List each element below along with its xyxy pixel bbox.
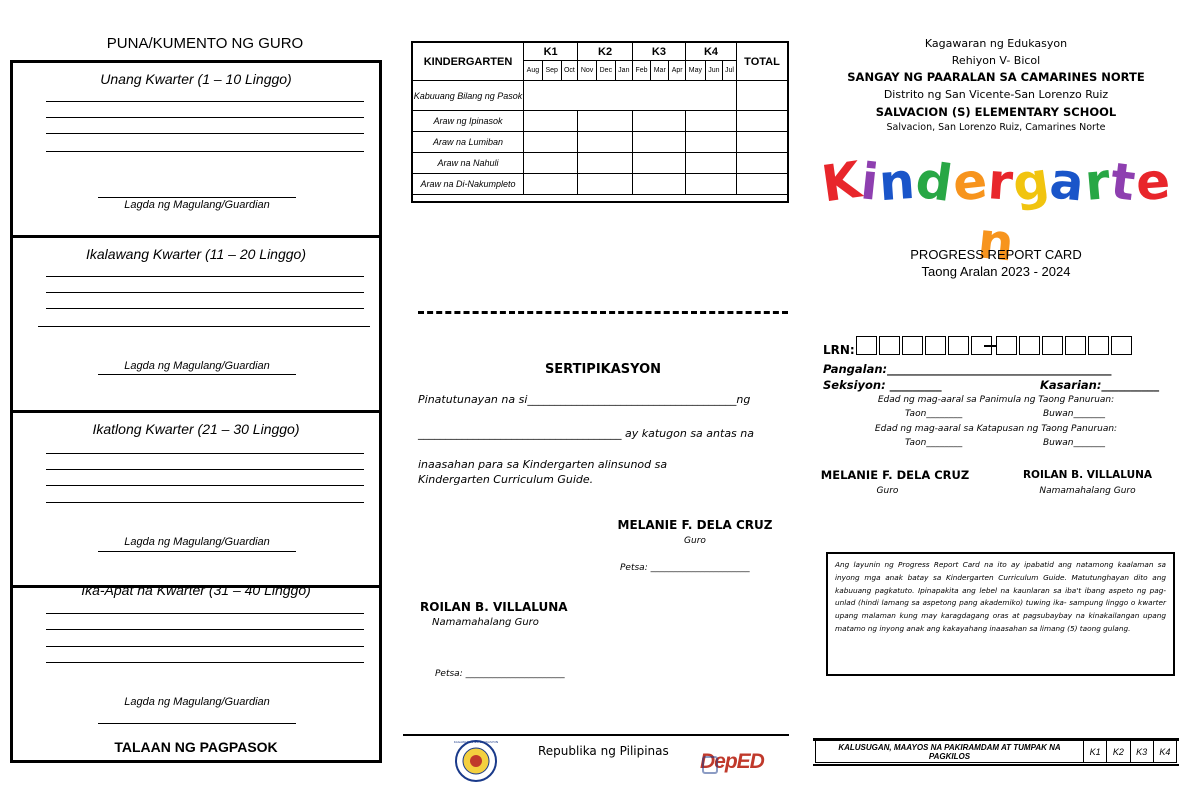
parent-signature-label-4: Lagda ng Magulang/Guardian bbox=[124, 696, 270, 708]
month-col: Oct bbox=[561, 61, 578, 81]
quarter-col-k3: K3 bbox=[632, 43, 685, 61]
parent-signature-label-3: Lagda ng Magulang/Guardian bbox=[124, 536, 270, 548]
cert-line-1-prefix: Pinatutunayan na si bbox=[418, 393, 528, 406]
attendance-cell[interactable] bbox=[685, 111, 736, 132]
cert-principal-name: ROILAN B. VILLALUNA bbox=[420, 600, 568, 614]
school-address: Salvacion, San Lorenzo Ruiz, Camarines Norte bbox=[886, 122, 1106, 133]
attendance-cell[interactable] bbox=[632, 132, 685, 153]
attendance-cell[interactable] bbox=[632, 111, 685, 132]
comments-heading: PUNA/KUMENTO NG GURO bbox=[106, 35, 304, 52]
age-end-years[interactable]: Taon________ bbox=[905, 438, 963, 448]
month-col: Sep bbox=[542, 61, 561, 81]
attendance-row-label: Araw na Nahuli bbox=[413, 153, 524, 174]
attendance-cell[interactable] bbox=[578, 153, 633, 174]
cut-line bbox=[418, 311, 788, 314]
logo-letter: n bbox=[877, 151, 919, 213]
month-col: Apr bbox=[669, 61, 686, 81]
attendance-cell[interactable] bbox=[578, 111, 633, 132]
attendance-row-label: Kabuuang Bilang ng Pasok bbox=[413, 81, 524, 111]
attendance-header-label: KINDERGARTEN bbox=[413, 43, 524, 81]
logo-letter: g bbox=[1009, 150, 1055, 214]
cover-principal-name: ROILAN B. VILLALUNA bbox=[1022, 469, 1153, 481]
attendance-cell[interactable] bbox=[685, 132, 736, 153]
cover-teacher-name: MELANIE F. DELA CRUZ bbox=[820, 468, 970, 482]
quarter-title-2: Ikalawang Kwarter (11 – 20 Linggo) bbox=[86, 246, 306, 262]
month-col: Feb bbox=[632, 61, 650, 81]
attendance-cell[interactable] bbox=[685, 174, 736, 195]
quarter-col-k2: K2 bbox=[578, 43, 633, 61]
region-name: Rehiyon V- Bicol bbox=[951, 54, 1041, 67]
certification-title: SERTIPIKASYON bbox=[544, 362, 662, 377]
footer-rule bbox=[403, 734, 789, 736]
health-label: KALUSUGAN, MAAYOS NA PAKIRAMDAM AT TUMPAK NA PAGKILOS bbox=[816, 741, 1084, 763]
attendance-cell[interactable] bbox=[524, 132, 578, 153]
quarter-col-k4: K4 bbox=[685, 43, 736, 61]
attendance-cell[interactable] bbox=[632, 174, 685, 195]
month-col: May bbox=[685, 61, 705, 81]
cert-line-2 bbox=[418, 427, 788, 440]
month-col: Jan bbox=[615, 61, 632, 81]
cert-line-3: inaasahan para sa Kindergarten alinsunod sa Kindergarten Curriculum Guide. bbox=[418, 458, 668, 486]
logo-letter: K bbox=[817, 150, 866, 214]
cert-principal-role: Namamahalang Guro bbox=[432, 617, 539, 628]
quarter-box-4 bbox=[10, 582, 382, 763]
quarter-title-4: Ika-Apat na Kwarter (31 – 40 Linggo) bbox=[81, 582, 311, 598]
section-field[interactable] bbox=[823, 378, 941, 392]
attendance-cell[interactable] bbox=[685, 153, 736, 174]
logo-letter: r bbox=[985, 152, 1016, 212]
age-start-months[interactable]: Buwan_______ bbox=[1043, 409, 1105, 419]
logo-letter: t bbox=[1107, 151, 1139, 213]
lrn-label: LRN: bbox=[823, 343, 855, 357]
cert-teacher-role: Guro bbox=[684, 536, 706, 546]
attendance-table bbox=[412, 42, 788, 195]
seal-text: KAGAWARAN NG EDUKASYON bbox=[453, 740, 499, 744]
parent-signature-label-1: Lagda ng Magulang/Guardian bbox=[124, 199, 270, 211]
attendance-cell[interactable] bbox=[524, 174, 578, 195]
card-title: PROGRESS REPORT CARD bbox=[910, 247, 1082, 262]
quarter-title-1: Unang Kwarter (1 – 10 Linggo) bbox=[100, 71, 292, 87]
section-blank[interactable]: _________ bbox=[885, 378, 942, 392]
cert-line-1 bbox=[418, 393, 788, 406]
attendance-cell[interactable] bbox=[737, 111, 788, 132]
cert-level-blank[interactable]: _____________________________________ bbox=[418, 427, 622, 440]
deped-logo bbox=[700, 750, 770, 782]
attendance-cell[interactable] bbox=[737, 153, 788, 174]
attendance-cell[interactable] bbox=[737, 81, 788, 111]
quarter-box-3 bbox=[10, 410, 382, 588]
attendance-cell[interactable] bbox=[578, 174, 633, 195]
cert-date-2[interactable]: Petsa: ______________________ bbox=[435, 669, 565, 679]
attendance-cell[interactable] bbox=[524, 153, 578, 174]
quarter-col-k1: K1 bbox=[524, 43, 578, 61]
logo-letter: a bbox=[1047, 151, 1088, 213]
health-col: K1 bbox=[1084, 741, 1107, 763]
name-field[interactable] bbox=[823, 362, 1111, 376]
attendance-row-label: Araw ng Ipinasok bbox=[413, 111, 524, 132]
dept-name: Kagawaran ng Edukasyon bbox=[924, 37, 1068, 50]
district-name: Distrito ng San Vicente-San Lorenzo Ruiz bbox=[883, 88, 1109, 101]
cert-line-1-suffix: ng bbox=[736, 393, 751, 406]
name-label: Pangalan: bbox=[823, 362, 888, 376]
cert-date-1[interactable]: Petsa: ______________________ bbox=[620, 563, 750, 573]
month-col: Aug bbox=[524, 61, 543, 81]
health-col: K2 bbox=[1107, 741, 1130, 763]
deped-logo-text: DepED bbox=[700, 750, 764, 773]
cover-teacher-role: Guro bbox=[876, 486, 899, 496]
cert-name-blank[interactable]: ______________________________________ bbox=[527, 393, 737, 406]
purpose-text: Ang layunin ng Progress Report Card na ito ay ipabatid ang natamong kaalaman sa inyong mga anak batay sa Kindergarten Curriculum Guide. Matutunghayan dito ang kabuuang pagkatuto. Ipinapakita ang lebel na kaunlaran sa iba't ibang aspeto ng pag-unlad (hindi lamang sa aspetong pang akademiko) tuwing ika- sampung linggo o kwarter upang malaman kung may karagdagang oras at pagsubaybay na kinakailangan upang matamo ng inyong anak ang kakayahang inaasahan sa limang (5) taong gulang. bbox=[835, 560, 1166, 633]
school-year: Taong Aralan 2023 - 2024 bbox=[921, 264, 1071, 279]
logo-letter: n bbox=[974, 211, 1018, 273]
month-col: Nov bbox=[578, 61, 597, 81]
sex-field[interactable] bbox=[1040, 378, 1159, 392]
cert-teacher-name: MELANIE F. DELA CRUZ bbox=[617, 518, 773, 532]
lrn-boxes[interactable] bbox=[856, 336, 1116, 356]
month-col: Mar bbox=[651, 61, 669, 81]
purpose-box bbox=[826, 552, 1175, 676]
logo-letter: i bbox=[858, 152, 883, 212]
age-start-years[interactable]: Taon________ bbox=[905, 409, 963, 419]
attendance-cell[interactable] bbox=[524, 111, 578, 132]
health-table bbox=[815, 740, 1177, 763]
quarter-box-2 bbox=[10, 235, 382, 413]
republic-label: Republika ng Pilipinas bbox=[538, 744, 669, 758]
attendance-cell[interactable] bbox=[524, 81, 737, 111]
division-name: SANGAY NG PAARALAN SA CAMARINES NORTE bbox=[847, 70, 1145, 84]
attendance-heading: TALAAN NG PAGPASOK bbox=[114, 739, 278, 755]
attendance-cell[interactable] bbox=[737, 174, 788, 195]
attendance-row-label: Araw na Lumiban bbox=[413, 132, 524, 153]
quarter-box-1 bbox=[10, 60, 382, 238]
month-col: Jul bbox=[723, 61, 737, 81]
quarter-title-3: Ikatlong Kwarter (21 – 30 Linggo) bbox=[92, 421, 300, 437]
deped-seal bbox=[447, 740, 505, 782]
logo-letter: e bbox=[949, 151, 991, 213]
name-blank[interactable]: _______________________________________ bbox=[887, 362, 1112, 376]
attendance-cell[interactable] bbox=[737, 132, 788, 153]
cover-principal-role: Namamahalang Guro bbox=[1039, 486, 1136, 496]
month-col: Dec bbox=[596, 61, 615, 81]
logo-letter: r bbox=[1082, 151, 1114, 213]
logo-letter: e bbox=[1133, 151, 1173, 213]
health-col: K3 bbox=[1130, 741, 1153, 763]
attendance-cell[interactable] bbox=[632, 153, 685, 174]
attendance-row-label: Araw na Di-Nakumpleto bbox=[413, 174, 524, 195]
attendance-cell[interactable] bbox=[578, 132, 633, 153]
sex-blank[interactable]: __________ bbox=[1101, 378, 1159, 392]
logo-letter: d bbox=[912, 150, 957, 214]
total-col: TOTAL bbox=[737, 43, 788, 81]
age-end-months[interactable]: Buwan_______ bbox=[1043, 438, 1105, 448]
sex-label: Kasarian: bbox=[1040, 378, 1102, 392]
age-start-label: Edad ng mag-aaral sa Panimula ng Taong Panuruan: bbox=[877, 395, 1115, 405]
cert-line-2-suffix: ay katugon sa antas na bbox=[621, 427, 754, 440]
month-col: Jun bbox=[705, 61, 722, 81]
school-name: SALVACION (S) ELEMENTARY SCHOOL bbox=[875, 105, 1117, 119]
age-end-label: Edad ng mag-aaral sa Katapusan ng Taong Panuruan: bbox=[874, 424, 1118, 434]
health-col: K4 bbox=[1153, 741, 1176, 763]
parent-signature-label-2: Lagda ng Magulang/Guardian bbox=[124, 360, 270, 372]
section-label: Seksiyon: bbox=[823, 378, 886, 392]
